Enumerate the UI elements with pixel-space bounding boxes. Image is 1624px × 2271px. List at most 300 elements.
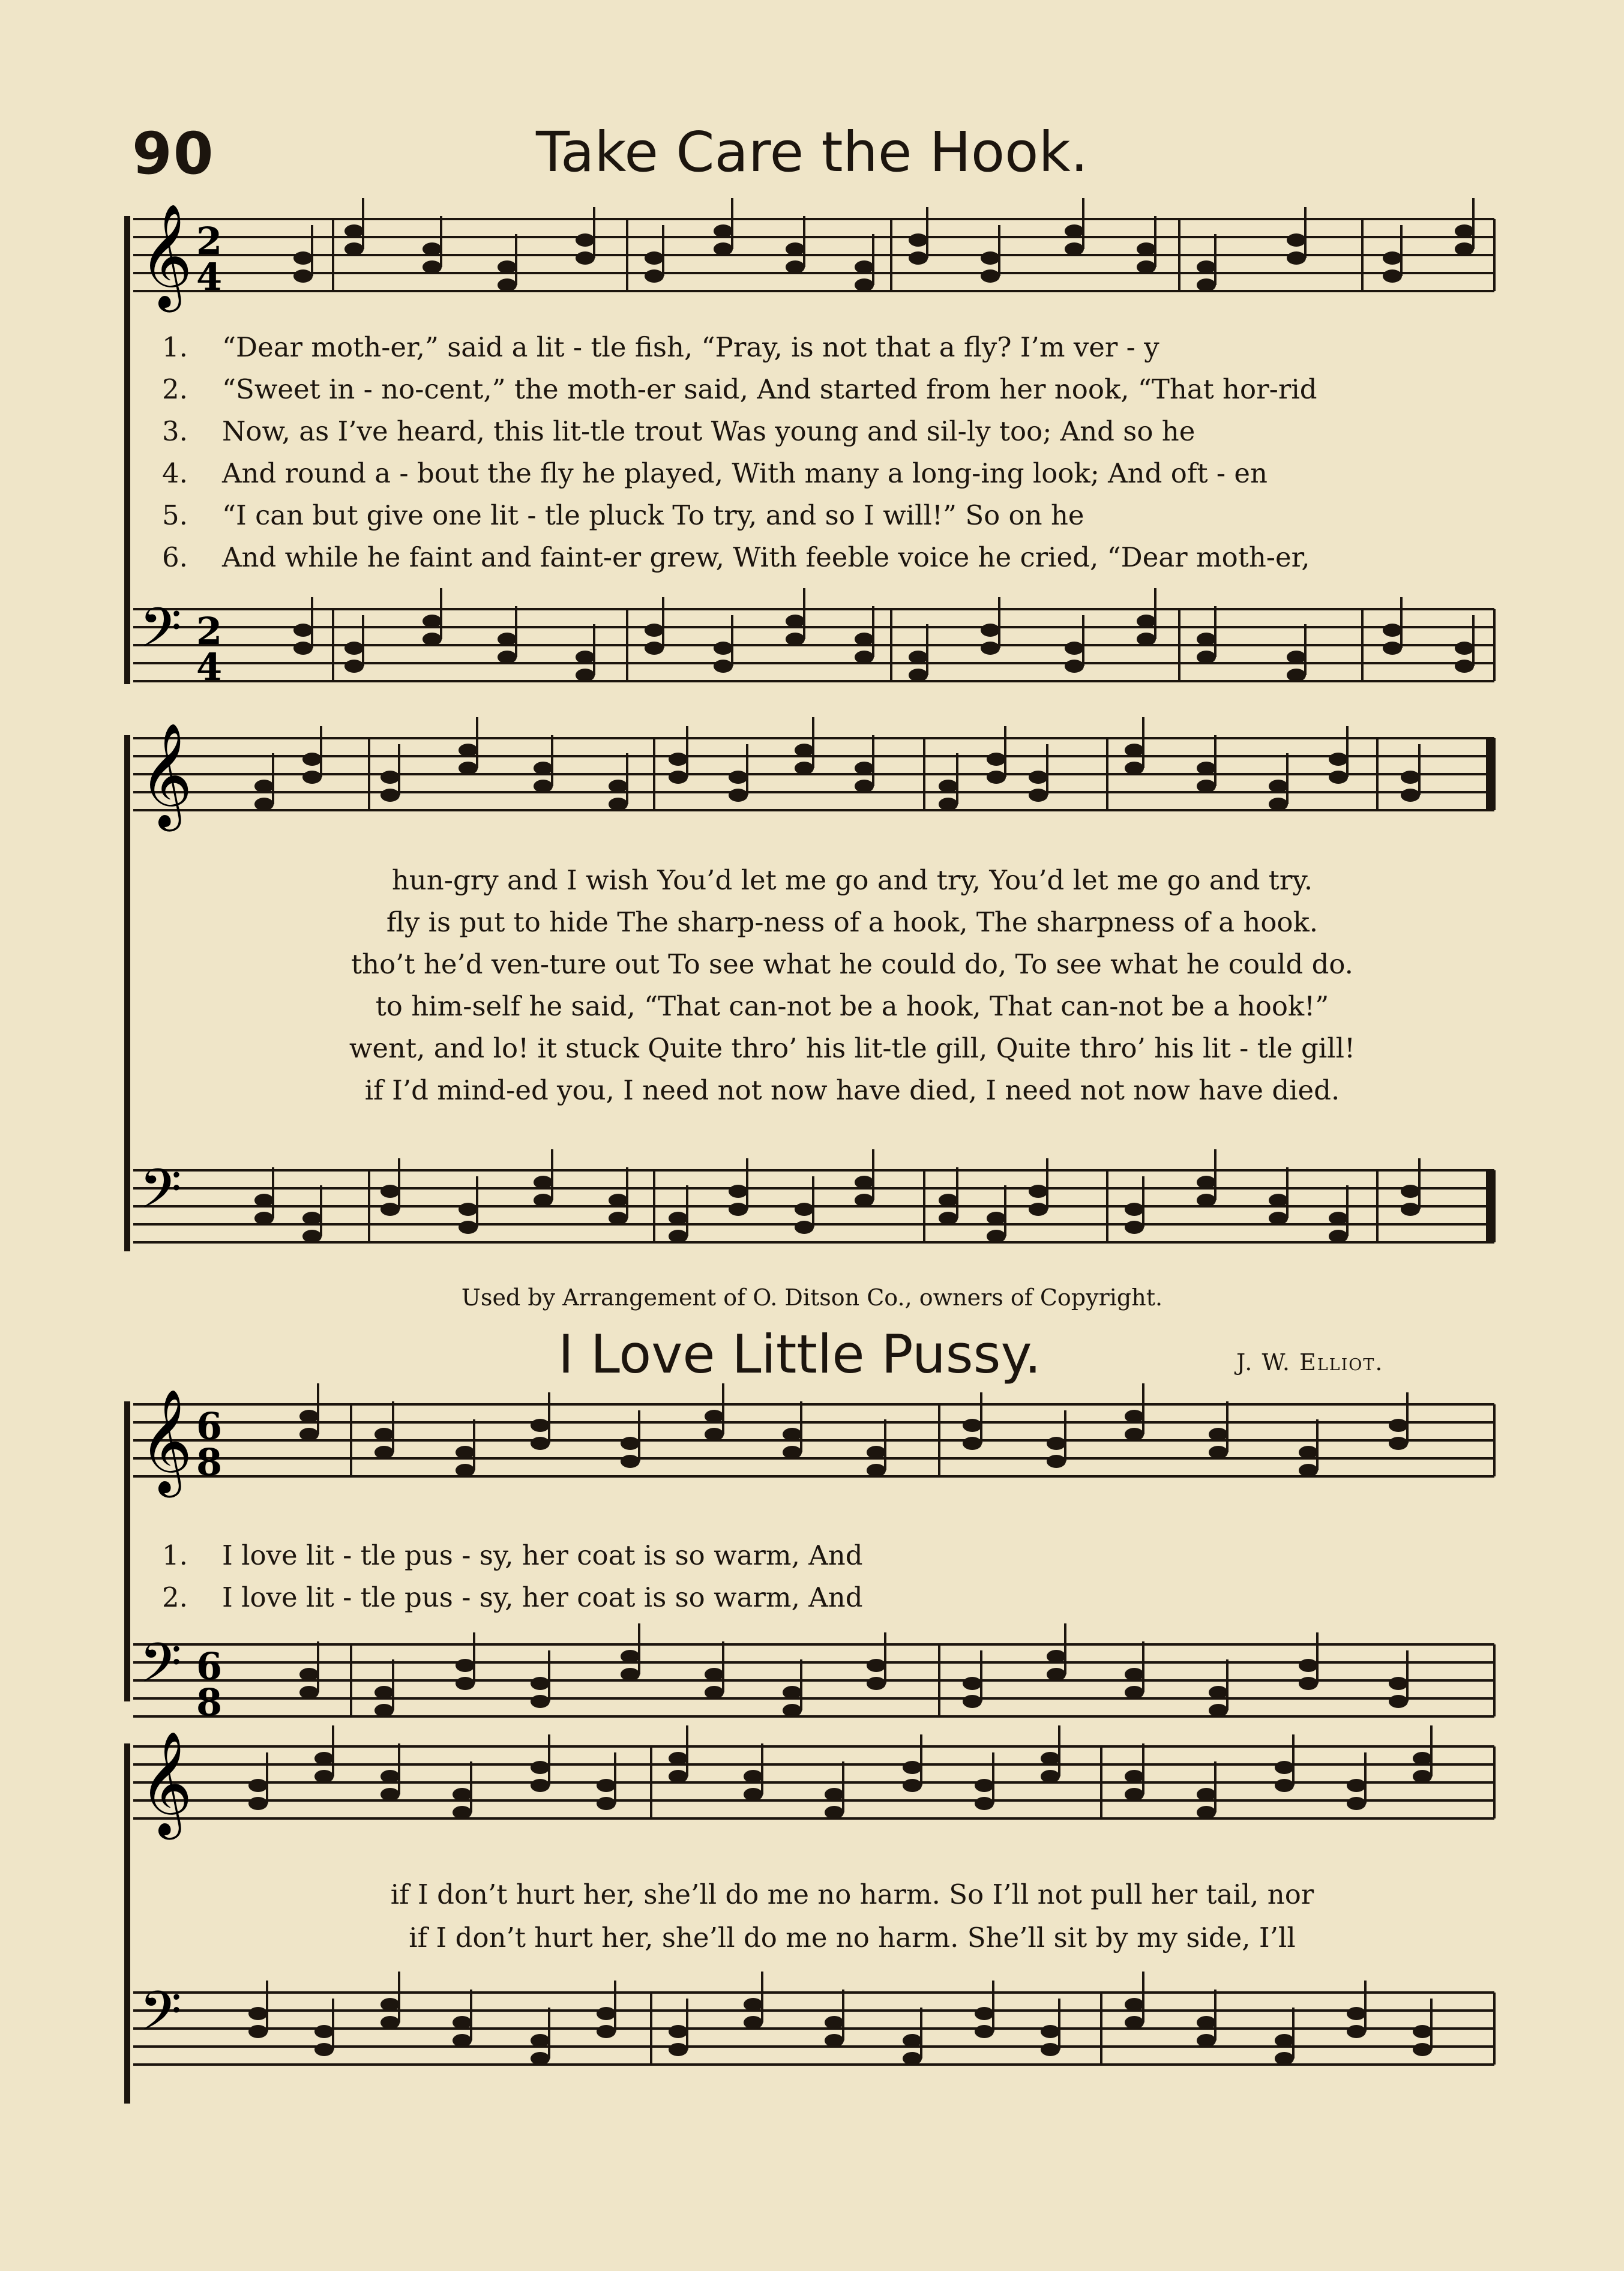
- notehead: [534, 780, 553, 793]
- notehead: [1047, 1668, 1066, 1681]
- notehead: [254, 798, 274, 811]
- notehead: [744, 2016, 763, 2029]
- notehead: [786, 633, 805, 646]
- treble-clef-icon: 𝄞: [139, 1731, 193, 1835]
- notehead: [1065, 660, 1084, 673]
- notehead: [744, 1788, 763, 1801]
- notehead: [609, 780, 628, 793]
- verse-number: 1.: [162, 1539, 188, 1571]
- verse-number: 5.: [162, 499, 188, 531]
- notehead: [939, 1194, 958, 1207]
- time-signature-denominator: 8: [196, 1440, 223, 1484]
- notehead: [987, 753, 1006, 766]
- time-signature-denominator: 4: [196, 645, 223, 689]
- notehead: [293, 624, 313, 637]
- notehead: [254, 1212, 274, 1225]
- notehead: [1197, 780, 1216, 793]
- notehead: [1197, 633, 1216, 646]
- notehead: [314, 1752, 334, 1765]
- verse-text: Now, as I’ve heard, this lit-tle trout Was young and sil-ly too; And so he: [222, 415, 1195, 447]
- notehead: [1413, 2025, 1432, 2038]
- time-signature-denominator: 8: [196, 1680, 223, 1724]
- notehead: [299, 1668, 319, 1681]
- notehead: [380, 1770, 400, 1783]
- notehead: [621, 1437, 640, 1450]
- song1-verse-continuation-5: went, and lo! it stuck Quite thro’ his lit-tle gill, Quite thro’ his lit - tle gill!: [349, 1032, 1356, 1064]
- notehead: [531, 1695, 550, 1708]
- notehead: [1197, 2034, 1216, 2047]
- notehead: [423, 260, 442, 274]
- notehead: [1197, 1806, 1216, 1819]
- time-signature-numerator: 6: [196, 1644, 223, 1688]
- notehead: [380, 771, 400, 784]
- notehead: [1347, 1779, 1366, 1792]
- notehead: [531, 1437, 550, 1450]
- notehead: [248, 1779, 268, 1792]
- notehead: [299, 1428, 319, 1441]
- notehead: [705, 1668, 724, 1681]
- notehead: [963, 1437, 982, 1450]
- notehead: [531, 1677, 550, 1690]
- notehead: [314, 2025, 334, 2038]
- notehead: [963, 1677, 982, 1690]
- notehead: [867, 1464, 886, 1477]
- notehead: [1209, 1428, 1228, 1441]
- notehead: [786, 615, 805, 628]
- notehead: [981, 642, 1000, 655]
- notehead: [855, 762, 874, 775]
- song-title-i-love-little-pussy: I Love Little Pussy.: [558, 1323, 1041, 1385]
- notehead: [744, 1998, 763, 2011]
- notehead: [729, 1203, 748, 1216]
- notehead: [1209, 1446, 1228, 1459]
- notehead: [1197, 1788, 1216, 1801]
- notehead: [1287, 669, 1306, 682]
- notehead: [987, 771, 1006, 784]
- notehead: [302, 771, 322, 784]
- notehead: [293, 251, 313, 265]
- notehead: [1401, 771, 1420, 784]
- notehead: [531, 2052, 550, 2065]
- time-signature-numerator: 2: [196, 219, 223, 263]
- notehead: [867, 1659, 886, 1672]
- notehead: [576, 651, 595, 664]
- notehead: [453, 1806, 472, 1819]
- notehead: [1047, 1455, 1066, 1468]
- notehead: [1197, 1194, 1216, 1207]
- notehead: [1209, 1704, 1228, 1717]
- verse-text: And while he faint and faint-er grew, With feeble voice he cried, “Dear moth-er,: [222, 541, 1310, 573]
- notehead: [380, 789, 400, 802]
- notehead: [534, 1194, 553, 1207]
- notehead: [621, 1668, 640, 1681]
- notehead: [1197, 762, 1216, 775]
- notehead: [459, 1203, 478, 1216]
- notehead: [1137, 260, 1156, 274]
- song1-verse-line-3: [162, 415, 1494, 447]
- notehead: [1299, 1659, 1318, 1672]
- treble-clef-icon: 𝄞: [139, 203, 193, 308]
- notehead: [855, 278, 874, 292]
- notehead: [423, 615, 442, 628]
- notehead: [1125, 762, 1144, 775]
- notehead: [1125, 1686, 1144, 1699]
- notehead: [1389, 1437, 1408, 1450]
- notehead: [981, 251, 1000, 265]
- verse-number: 6.: [162, 541, 188, 573]
- notehead: [1389, 1695, 1408, 1708]
- notehead: [975, 2025, 994, 2038]
- notehead: [1401, 1203, 1420, 1216]
- notehead: [669, 1752, 688, 1765]
- notehead: [1413, 1770, 1432, 1783]
- notehead: [714, 660, 733, 673]
- notehead: [1383, 251, 1402, 265]
- notehead: [380, 1203, 400, 1216]
- notehead: [459, 744, 478, 757]
- notehead: [1383, 269, 1402, 283]
- notehead: [597, 1779, 616, 1792]
- notehead: [531, 1779, 550, 1792]
- notehead: [1413, 1752, 1432, 1765]
- notehead: [498, 651, 517, 664]
- notehead: [380, 1998, 400, 2011]
- song1-verse-continuation-4: to him-self he said, “That can-not be a hook, That can-not be a hook!”: [375, 990, 1329, 1022]
- notehead: [729, 789, 748, 802]
- song1-verse-line-2: [162, 373, 1494, 405]
- notehead: [1383, 624, 1402, 637]
- notehead: [786, 260, 805, 274]
- song1-verse-line-1: [162, 331, 1494, 363]
- notehead: [1137, 242, 1156, 256]
- notehead: [825, 2016, 844, 2029]
- notehead: [975, 2007, 994, 2020]
- notehead: [669, 753, 688, 766]
- notehead: [669, 771, 688, 784]
- notehead: [705, 1410, 724, 1423]
- notehead: [498, 260, 517, 274]
- notehead: [293, 269, 313, 283]
- notehead: [459, 1221, 478, 1234]
- bass-clef-icon: 𝄢: [139, 596, 182, 673]
- notehead: [1137, 615, 1156, 628]
- song1-verse-line-4: [162, 457, 1494, 489]
- notehead: [374, 1686, 394, 1699]
- notehead: [534, 762, 553, 775]
- notehead: [456, 1446, 475, 1459]
- notehead: [714, 224, 733, 238]
- notehead: [302, 1212, 322, 1225]
- notehead: [1041, 2025, 1060, 2038]
- notehead: [909, 669, 928, 682]
- notehead: [669, 1230, 688, 1243]
- notehead: [1065, 224, 1084, 238]
- notehead: [621, 1650, 640, 1663]
- notehead: [1137, 633, 1156, 646]
- notehead: [744, 1770, 763, 1783]
- notehead: [1347, 2007, 1366, 2020]
- song2-verse-continuation-2: if I don’t hurt her, she’ll do me no harm. She’ll sit by my side, I’ll: [409, 1922, 1296, 1954]
- notehead: [669, 1212, 688, 1225]
- notehead: [1299, 1446, 1318, 1459]
- notehead: [597, 2025, 616, 2038]
- notehead: [344, 642, 364, 655]
- notehead: [903, 1779, 922, 1792]
- notehead: [1389, 1677, 1408, 1690]
- notehead: [825, 2034, 844, 2047]
- notehead: [380, 1185, 400, 1198]
- notehead: [825, 1806, 844, 1819]
- page-number: 90: [132, 120, 215, 187]
- notehead: [1329, 1230, 1348, 1243]
- notehead: [1029, 1203, 1048, 1216]
- notehead: [1041, 2043, 1060, 2056]
- notehead: [783, 1704, 802, 1717]
- song1-verse-line-5: [162, 499, 1494, 531]
- song2-verse-line-1: [162, 1539, 1494, 1571]
- notehead: [1455, 642, 1474, 655]
- notehead: [783, 1446, 802, 1459]
- notehead: [669, 2043, 688, 2056]
- notehead: [1125, 2016, 1144, 2029]
- notehead: [855, 260, 874, 274]
- notehead: [867, 1677, 886, 1690]
- notehead: [909, 251, 928, 265]
- verse-number: 2.: [162, 1581, 188, 1613]
- notehead: [609, 1212, 628, 1225]
- notehead: [1383, 642, 1402, 655]
- time-signature-denominator: 4: [196, 255, 223, 299]
- notehead: [1413, 2043, 1432, 2056]
- notehead: [1389, 1419, 1408, 1432]
- notehead: [1455, 224, 1474, 238]
- notehead: [374, 1446, 394, 1459]
- song1-verse-continuation-6: if I’d mind-ed you, I need not now have died, I need not now have died.: [364, 1074, 1340, 1106]
- notehead: [576, 233, 595, 247]
- notehead: [1197, 260, 1216, 274]
- notehead: [302, 753, 322, 766]
- notehead: [1029, 789, 1048, 802]
- notehead: [576, 669, 595, 682]
- verse-text: And round a - bout the fly he played, With many a long-ing look; And oft - en: [222, 457, 1268, 489]
- notehead: [1275, 1779, 1294, 1792]
- notehead: [1347, 1797, 1366, 1810]
- bass-clef-icon: 𝄢: [139, 1631, 182, 1708]
- notehead: [1197, 651, 1216, 664]
- bass-clef-icon: 𝄢: [139, 1157, 182, 1234]
- notehead: [1455, 660, 1474, 673]
- notehead: [1269, 798, 1288, 811]
- time-signature-numerator: 2: [196, 609, 223, 653]
- notehead: [1125, 744, 1144, 757]
- notehead: [498, 633, 517, 646]
- notehead: [795, 744, 814, 757]
- notehead: [609, 798, 628, 811]
- notehead: [456, 1464, 475, 1477]
- notehead: [299, 1410, 319, 1423]
- notehead: [609, 1194, 628, 1207]
- notehead: [855, 633, 874, 646]
- notehead: [1197, 1176, 1216, 1189]
- notehead: [456, 1659, 475, 1672]
- notehead: [1125, 1788, 1144, 1801]
- notehead: [1197, 278, 1216, 292]
- notehead: [531, 1419, 550, 1432]
- notehead: [534, 1176, 553, 1189]
- notehead: [783, 1686, 802, 1699]
- notehead: [1197, 2016, 1216, 2029]
- notehead: [248, 1797, 268, 1810]
- notehead: [423, 242, 442, 256]
- notehead: [374, 1704, 394, 1717]
- notehead: [903, 2034, 922, 2047]
- song1-verse-continuation-1: hun-gry and I wish You’d let me go and try, You’d let me go and try.: [391, 864, 1313, 896]
- song2-verse-line-2: [162, 1581, 1494, 1613]
- notehead: [1125, 1221, 1144, 1234]
- verse-text: “Dear moth-er,” said a lit - tle fish, “Pray, is not that a fly? I’m ver - y: [222, 331, 1159, 363]
- notehead: [1029, 771, 1048, 784]
- notehead: [531, 1761, 550, 1774]
- verse-number: 4.: [162, 457, 188, 489]
- notehead: [867, 1446, 886, 1459]
- notehead: [1269, 780, 1288, 793]
- notehead: [1299, 1677, 1318, 1690]
- notehead: [302, 1230, 322, 1243]
- notehead: [1125, 1770, 1144, 1783]
- notehead: [248, 2025, 268, 2038]
- notehead: [597, 1797, 616, 1810]
- song2-verse-continuation-1: if I don’t hurt her, she’ll do me no harm. So I’ll not pull her tail, nor: [390, 1878, 1314, 1910]
- notehead: [1269, 1212, 1288, 1225]
- notehead: [597, 2007, 616, 2020]
- notehead: [1275, 1761, 1294, 1774]
- notehead: [783, 1428, 802, 1441]
- notehead: [1347, 2025, 1366, 2038]
- notehead: [903, 1761, 922, 1774]
- notehead: [453, 1788, 472, 1801]
- song1-verse-continuation-3: tho’t he’d ven-ture out To see what he could do, To see what he could do.: [351, 948, 1353, 980]
- notehead: [1125, 1410, 1144, 1423]
- notehead: [299, 1686, 319, 1699]
- notehead: [855, 1176, 874, 1189]
- notehead: [855, 780, 874, 793]
- notehead: [963, 1695, 982, 1708]
- notehead: [380, 2016, 400, 2029]
- notehead: [939, 798, 958, 811]
- notehead: [314, 2043, 334, 2056]
- notehead: [1041, 1752, 1060, 1765]
- notehead: [1275, 2052, 1294, 2065]
- notehead: [786, 242, 805, 256]
- treble-clef-icon: 𝄞: [139, 723, 193, 827]
- notehead: [1209, 1686, 1228, 1699]
- verse-number: 2.: [162, 373, 188, 405]
- notehead: [939, 780, 958, 793]
- notehead: [669, 2025, 688, 2038]
- notehead: [855, 1194, 874, 1207]
- notehead: [1401, 1185, 1420, 1198]
- notehead: [1125, 1203, 1144, 1216]
- notehead: [825, 1788, 844, 1801]
- notehead: [963, 1419, 982, 1432]
- notehead: [981, 269, 1000, 283]
- notehead: [1329, 1212, 1348, 1225]
- notehead: [1125, 1998, 1144, 2011]
- notehead: [1455, 242, 1474, 256]
- notehead: [1041, 1770, 1060, 1783]
- notehead: [423, 633, 442, 646]
- notehead: [975, 1797, 994, 1810]
- notehead: [1287, 233, 1306, 247]
- notehead: [380, 1788, 400, 1801]
- notehead: [975, 1779, 994, 1792]
- notehead: [1047, 1650, 1066, 1663]
- notehead: [981, 624, 1000, 637]
- notehead: [531, 2034, 550, 2047]
- treble-clef-icon: 𝄞: [139, 1389, 193, 1493]
- notehead: [714, 242, 733, 256]
- bass-clef-icon: 𝄢: [139, 1979, 182, 2056]
- notehead: [1287, 651, 1306, 664]
- verse-number: 1.: [162, 331, 188, 363]
- notehead: [254, 1194, 274, 1207]
- notehead: [248, 2007, 268, 2020]
- notehead: [498, 278, 517, 292]
- notehead: [909, 233, 928, 247]
- song1-verse-continuation-2: fly is put to hide The sharp-ness of a hook, The sharpness of a hook.: [386, 906, 1319, 938]
- notehead: [795, 1203, 814, 1216]
- notehead: [459, 762, 478, 775]
- notehead: [645, 642, 664, 655]
- notehead: [669, 1770, 688, 1783]
- notehead: [1299, 1464, 1318, 1477]
- notehead: [293, 642, 313, 655]
- notehead: [645, 624, 664, 637]
- notehead: [314, 1770, 334, 1783]
- notehead: [453, 2016, 472, 2029]
- notehead: [1329, 771, 1348, 784]
- notehead: [1125, 1428, 1144, 1441]
- notehead: [1125, 1668, 1144, 1681]
- notehead: [344, 224, 364, 238]
- notehead: [795, 762, 814, 775]
- notehead: [939, 1212, 958, 1225]
- notehead: [987, 1230, 1006, 1243]
- notehead: [456, 1677, 475, 1690]
- verse-text: I love lit - tle pus - sy, her coat is so warm, And: [222, 1539, 863, 1571]
- notehead: [1287, 251, 1306, 265]
- verse-text: “I can but give one lit - tle pluck To try, and so I will!” So on he: [222, 499, 1084, 531]
- notehead: [1275, 2034, 1294, 2047]
- notehead: [344, 242, 364, 256]
- notehead: [453, 2034, 472, 2047]
- notehead: [714, 642, 733, 655]
- notehead: [705, 1686, 724, 1699]
- notehead: [344, 660, 364, 673]
- notehead: [645, 269, 664, 283]
- notehead: [621, 1455, 640, 1468]
- time-signature-numerator: 6: [196, 1404, 223, 1448]
- verse-text: I love lit - tle pus - sy, her coat is so warm, And: [222, 1581, 863, 1613]
- verse-number: 3.: [162, 415, 188, 447]
- notehead: [855, 651, 874, 664]
- notehead: [576, 251, 595, 265]
- notehead: [374, 1428, 394, 1441]
- notehead: [909, 651, 928, 664]
- song-title-take-care-the-hook: Take Care the Hook.: [536, 120, 1088, 184]
- notehead: [795, 1221, 814, 1234]
- notehead: [1329, 753, 1348, 766]
